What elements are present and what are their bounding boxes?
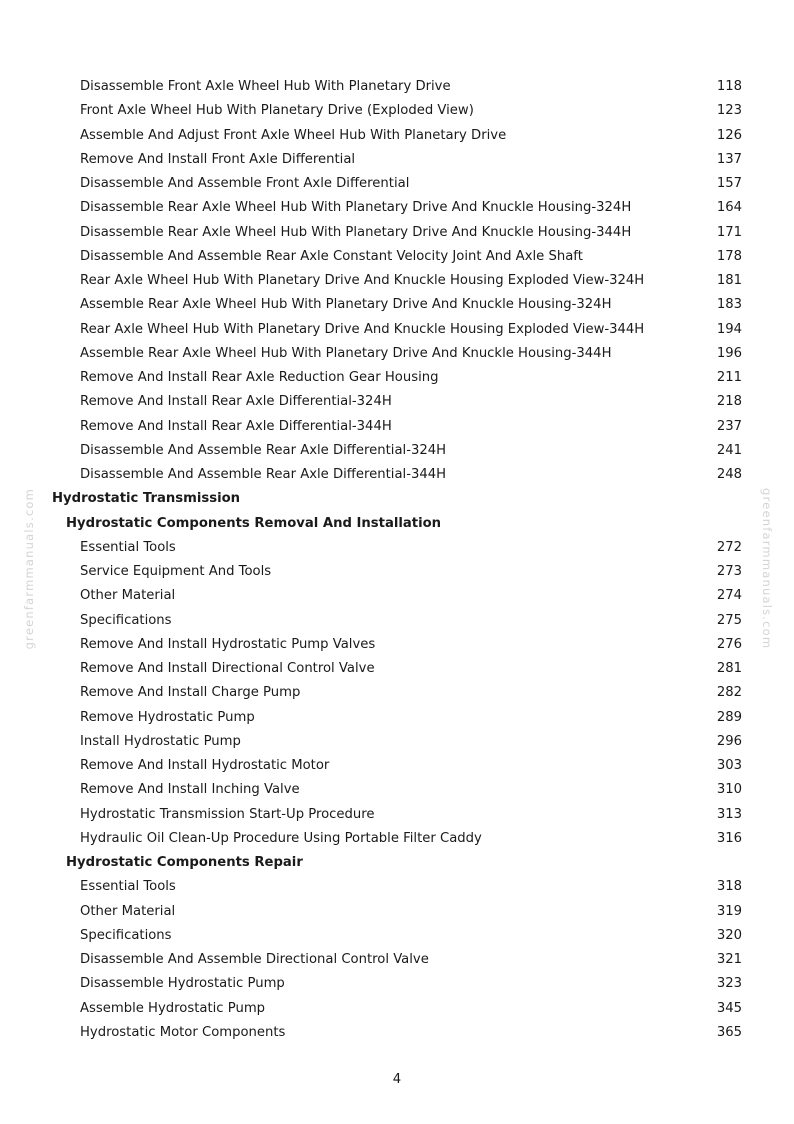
toc-entry-title: Disassemble And Assemble Rear Axle Differential-344H bbox=[80, 467, 447, 482]
toc-entry[interactable] bbox=[0, 99, 794, 123]
toc-entry-page: 194 bbox=[716, 321, 742, 337]
toc-entry[interactable] bbox=[0, 875, 794, 899]
toc-section-heading[interactable] bbox=[0, 512, 794, 536]
toc-entry-page: 281 bbox=[716, 661, 742, 676]
toc-section-title: Hydrostatic Components Repair bbox=[66, 855, 303, 870]
toc-entry-title: Install Hydrostatic Pump bbox=[80, 733, 241, 749]
toc-entry-title: Disassemble And Assemble Directional Control Valve bbox=[80, 952, 429, 967]
toc-entry-page: 274 bbox=[716, 588, 742, 604]
toc-entry-title: Assemble Rear Axle Wheel Hub With Planetary Drive And Knuckle Housing-324H bbox=[80, 297, 612, 313]
toc-entry-page: 171 bbox=[716, 224, 742, 240]
toc-entry[interactable] bbox=[0, 75, 794, 99]
toc-entry[interactable] bbox=[0, 948, 794, 972]
toc-entry[interactable] bbox=[0, 342, 794, 366]
toc-entry[interactable] bbox=[0, 827, 794, 851]
toc-entry[interactable] bbox=[0, 730, 794, 754]
toc-entry-title: Disassemble Rear Axle Wheel Hub With Planetary Drive And Knuckle Housing-344H bbox=[80, 224, 632, 240]
toc-entry[interactable] bbox=[0, 318, 794, 342]
toc-entry-title: Remove Hydrostatic Pump bbox=[80, 709, 255, 725]
toc-entry-page: 196 bbox=[716, 345, 742, 361]
toc-entry[interactable] bbox=[0, 124, 794, 148]
toc-entry[interactable] bbox=[0, 754, 794, 778]
toc-entry-page: 303 bbox=[716, 758, 742, 773]
toc-entry[interactable] bbox=[0, 172, 794, 196]
toc-entry-title: Assemble And Adjust Front Axle Wheel Hub With Planetary Drive bbox=[80, 127, 507, 143]
toc-entry-page: 137 bbox=[716, 151, 742, 167]
toc-entry-page: 313 bbox=[716, 806, 742, 822]
toc-entry-page: 320 bbox=[716, 927, 742, 943]
toc-entry-page: 118 bbox=[716, 79, 742, 94]
toc-entry-title: Remove And Install Rear Axle Reduction Gear Housing bbox=[80, 370, 439, 385]
toc-section-heading[interactable] bbox=[0, 851, 794, 875]
table-of-contents bbox=[0, 75, 794, 1045]
toc-entry-title: Remove And Install Rear Axle Differential-324H bbox=[80, 394, 392, 410]
toc-entry[interactable] bbox=[0, 269, 794, 293]
page-number: 4 bbox=[392, 1072, 402, 1087]
toc-entry-page: 272 bbox=[716, 539, 742, 555]
toc-entry-page: 181 bbox=[716, 273, 742, 288]
toc-entry-page: 275 bbox=[716, 612, 742, 628]
toc-entry[interactable] bbox=[0, 221, 794, 245]
toc-entry-page: 164 bbox=[716, 200, 742, 216]
toc-entry-page: 289 bbox=[716, 709, 742, 725]
toc-entry-title: Disassemble And Assemble Front Axle Differential bbox=[80, 176, 410, 191]
toc-entry[interactable] bbox=[0, 633, 794, 657]
toc-entry[interactable] bbox=[0, 293, 794, 317]
toc-entry[interactable] bbox=[0, 706, 794, 730]
toc-entry-title: Specifications bbox=[80, 612, 172, 628]
watermark-right: greenfarmmanuals.com bbox=[760, 488, 774, 650]
toc-entry[interactable] bbox=[0, 463, 794, 487]
toc-entry-title: Specifications bbox=[80, 927, 172, 943]
toc-entry[interactable] bbox=[0, 196, 794, 220]
toc-entry[interactable] bbox=[0, 536, 794, 560]
toc-entry-page: 319 bbox=[716, 903, 742, 919]
toc-entry-title: Remove And Install Hydrostatic Motor bbox=[80, 758, 330, 773]
toc-entry[interactable] bbox=[0, 366, 794, 390]
toc-entry-page: 318 bbox=[716, 879, 742, 895]
toc-entry-page: 178 bbox=[716, 248, 742, 264]
toc-entry-page: 321 bbox=[716, 952, 742, 967]
toc-entry-title: Rear Axle Wheel Hub With Planetary Drive And Knuckle Housing Exploded View-344H bbox=[80, 321, 645, 337]
toc-entry[interactable] bbox=[0, 415, 794, 439]
toc-entry-page: 237 bbox=[716, 418, 742, 434]
toc-entry-title: Disassemble Hydrostatic Pump bbox=[80, 976, 285, 992]
toc-entry-page: 183 bbox=[716, 297, 742, 313]
toc-entry-page: 323 bbox=[716, 976, 742, 992]
toc-entry-title: Hydrostatic Transmission Start-Up Procedure bbox=[80, 806, 375, 822]
toc-entry[interactable] bbox=[0, 900, 794, 924]
toc-section-title: Hydrostatic Components Removal And Installation bbox=[66, 515, 442, 531]
toc-entry-page: 211 bbox=[716, 370, 742, 385]
toc-entry[interactable] bbox=[0, 997, 794, 1021]
toc-entry-page: 123 bbox=[716, 103, 742, 119]
toc-entry-page: 282 bbox=[716, 685, 742, 701]
toc-entry-title: Other Material bbox=[80, 903, 176, 919]
toc-entry-title: Remove And Install Hydrostatic Pump Valves bbox=[80, 636, 376, 652]
toc-entry-page: 296 bbox=[716, 733, 742, 749]
toc-entry[interactable] bbox=[0, 778, 794, 802]
toc-entry[interactable] bbox=[0, 657, 794, 681]
toc-entry[interactable] bbox=[0, 390, 794, 414]
toc-entry[interactable] bbox=[0, 924, 794, 948]
toc-entry-title: Remove And Install Charge Pump bbox=[80, 685, 301, 701]
toc-entry-title: Assemble Hydrostatic Pump bbox=[80, 1000, 266, 1016]
toc-entry[interactable] bbox=[0, 681, 794, 705]
toc-entry-title: Hydraulic Oil Clean-Up Procedure Using Portable Filter Caddy bbox=[80, 830, 482, 846]
toc-entry-page: 310 bbox=[716, 782, 742, 798]
toc-entry[interactable] bbox=[0, 972, 794, 996]
toc-chapter-title: Hydrostatic Transmission bbox=[52, 491, 241, 507]
toc-entry-title: Other Material bbox=[80, 588, 176, 604]
toc-entry-title: Remove And Install Directional Control Valve bbox=[80, 661, 375, 676]
toc-entry-title: Remove And Install Rear Axle Differential-344H bbox=[80, 418, 392, 434]
toc-entry-page: 218 bbox=[716, 394, 742, 410]
toc-entry-page: 126 bbox=[716, 127, 742, 143]
toc-entry-title: Disassemble And Assemble Rear Axle Differential-324H bbox=[80, 442, 447, 458]
watermark-left: greenfarmmanuals.com bbox=[22, 488, 36, 650]
toc-entry-page: 345 bbox=[716, 1000, 742, 1016]
toc-entry[interactable] bbox=[0, 1021, 794, 1045]
toc-chapter-heading[interactable] bbox=[0, 487, 794, 511]
toc-entry-page: 157 bbox=[716, 176, 742, 191]
toc-entry-page: 316 bbox=[716, 830, 742, 846]
toc-entry-title: Essential Tools bbox=[80, 539, 176, 555]
toc-entry[interactable] bbox=[0, 803, 794, 827]
toc-entry[interactable] bbox=[0, 584, 794, 608]
toc-entry-title: Disassemble And Assemble Rear Axle Constant Velocity Joint And Axle Shaft bbox=[80, 248, 583, 264]
toc-entry[interactable] bbox=[0, 560, 794, 584]
toc-entry-page: 241 bbox=[716, 442, 742, 458]
toc-entry-page: 273 bbox=[716, 564, 742, 579]
toc-entry-page: 276 bbox=[716, 636, 742, 652]
toc-entry-title: Front Axle Wheel Hub With Planetary Drive (Exploded View) bbox=[80, 103, 474, 119]
toc-entry-page: 248 bbox=[716, 467, 742, 482]
toc-entry-title: Service Equipment And Tools bbox=[80, 564, 272, 579]
toc-entry-title: Remove And Install Front Axle Differential bbox=[80, 151, 356, 167]
toc-entry-page: 365 bbox=[716, 1024, 742, 1040]
toc-entry-title: Disassemble Rear Axle Wheel Hub With Planetary Drive And Knuckle Housing-324H bbox=[80, 200, 632, 216]
toc-entry-title: Hydrostatic Motor Components bbox=[80, 1024, 286, 1040]
toc-entry[interactable] bbox=[0, 148, 794, 172]
toc-entry-title: Disassemble Front Axle Wheel Hub With Planetary Drive bbox=[80, 79, 451, 94]
toc-entry-title: Remove And Install Inching Valve bbox=[80, 782, 300, 798]
toc-entry-title: Essential Tools bbox=[80, 879, 176, 895]
toc-entry[interactable] bbox=[0, 609, 794, 633]
toc-entry[interactable] bbox=[0, 439, 794, 463]
toc-entry-title: Assemble Rear Axle Wheel Hub With Planetary Drive And Knuckle Housing-344H bbox=[80, 345, 612, 361]
toc-entry-title: Rear Axle Wheel Hub With Planetary Drive And Knuckle Housing Exploded View-324H bbox=[80, 273, 645, 288]
toc-entry[interactable] bbox=[0, 245, 794, 269]
